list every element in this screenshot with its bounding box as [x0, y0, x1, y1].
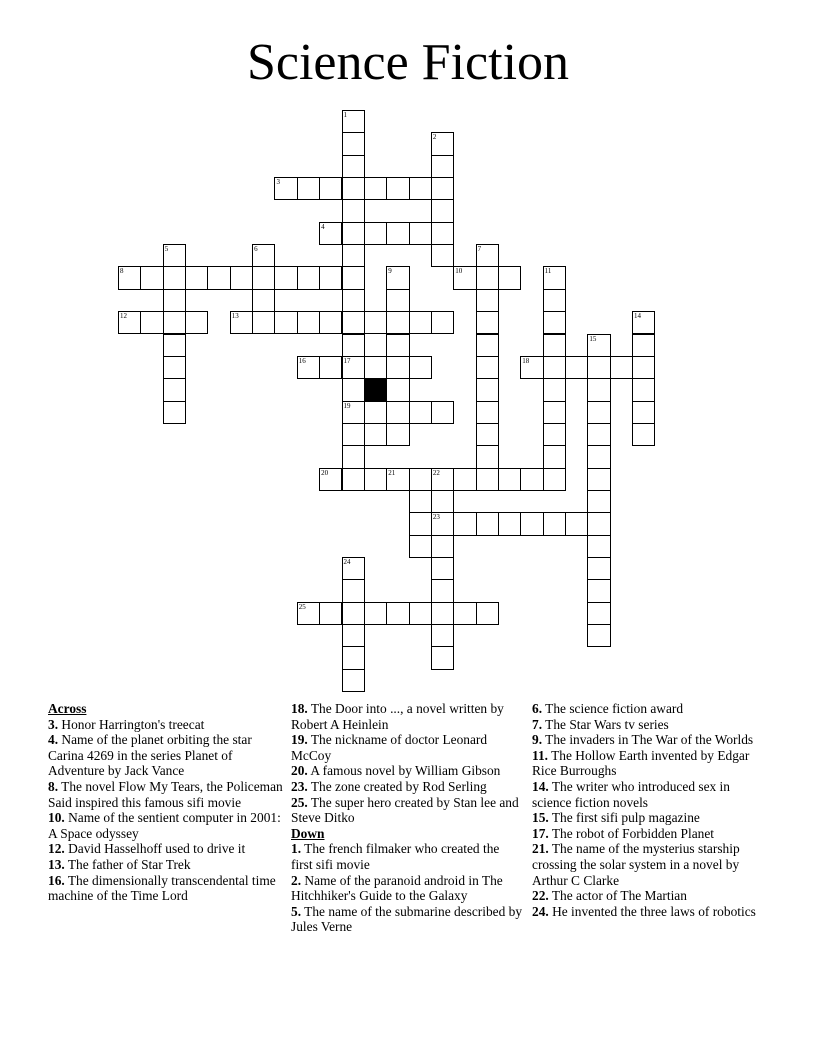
across-clue	[291, 701, 523, 732]
grid-cell[interactable]	[386, 468, 409, 491]
grid-cell[interactable]	[587, 468, 610, 491]
grid-cell[interactable]	[297, 266, 320, 289]
clue-number: 20.	[291, 763, 308, 779]
across-clue	[48, 841, 284, 857]
clue-text: The novel Flow My Tears, the Policeman Said inspired this famous sifi movie	[48, 778, 283, 810]
grid-cell[interactable]	[342, 222, 365, 245]
grid-cell[interactable]	[543, 468, 566, 491]
clue-text: The first sifi pulp magazine	[548, 810, 700, 826]
clue-number: 7.	[532, 716, 543, 732]
cell-number: 1	[343, 111, 347, 119]
grid-cell[interactable]	[409, 222, 432, 245]
grid-cell[interactable]	[431, 602, 454, 625]
clue-text: The writer who introduced sex in science fiction novels	[532, 778, 730, 810]
grid-cell[interactable]	[207, 266, 230, 289]
grid-cell[interactable]	[587, 334, 610, 357]
grid-cell[interactable]	[498, 512, 521, 535]
grid-cell[interactable]	[543, 445, 566, 468]
grid-cell[interactable]	[319, 602, 342, 625]
grid-cell[interactable]	[453, 602, 476, 625]
clue-text: The Hollow Earth invented by Edgar Rice Burroughs	[532, 747, 750, 779]
clue-text: The actor of The Martian	[548, 888, 687, 904]
grid-cell[interactable]	[319, 311, 342, 334]
grid-cell[interactable]	[163, 378, 186, 401]
down-clue	[532, 748, 768, 779]
grid-cell[interactable]	[163, 356, 186, 379]
grid-cell[interactable]	[118, 266, 141, 289]
down-clue	[532, 826, 768, 842]
down-clue	[532, 841, 768, 888]
grid-cell[interactable]	[632, 334, 655, 357]
grid-cell[interactable]	[431, 535, 454, 558]
grid-cell[interactable]	[476, 423, 499, 446]
cell-number: 24	[343, 558, 351, 566]
grid-cell[interactable]	[543, 266, 566, 289]
grid-cell[interactable]	[409, 311, 432, 334]
grid-cell[interactable]	[386, 311, 409, 334]
clue-text: The nickname of doctor Leonard McCoy	[291, 732, 488, 763]
grid-cell[interactable]	[364, 177, 387, 200]
grid-cell[interactable]	[587, 557, 610, 580]
grid-cell[interactable]	[342, 401, 365, 424]
down-clue	[532, 732, 768, 748]
clue-text: The robot of Forbidden Planet	[548, 825, 715, 841]
clue-number: 12.	[48, 841, 65, 857]
grid-cell[interactable]	[431, 646, 454, 669]
grid-cell[interactable]	[431, 468, 454, 491]
grid-cell[interactable]	[453, 468, 476, 491]
clue-number: 16.	[48, 872, 65, 888]
down-clue	[291, 841, 523, 872]
grid-cell[interactable]	[386, 289, 409, 312]
across-clues-part1	[48, 717, 284, 904]
grid-cell[interactable]	[587, 579, 610, 602]
grid-cell[interactable]	[409, 356, 432, 379]
across-clue	[48, 717, 284, 733]
clue-number: 17.	[532, 825, 549, 841]
grid-cell[interactable]	[319, 222, 342, 245]
clue-text: David Hasselhoff used to drive it	[64, 841, 246, 857]
cell-number: 12	[120, 312, 127, 321]
grid-cell[interactable]	[476, 401, 499, 424]
across-clue	[48, 732, 284, 779]
grid-cell[interactable]	[230, 311, 253, 334]
grid-cell[interactable]	[431, 222, 454, 245]
clue-text: The zone created by Rod Serling	[307, 778, 487, 794]
grid-cell[interactable]	[342, 423, 365, 446]
grid-cell[interactable]	[543, 289, 566, 312]
grid-cell[interactable]	[342, 199, 365, 222]
grid-cell[interactable]	[342, 646, 365, 669]
down-clue	[532, 904, 768, 920]
grid-cell[interactable]	[252, 289, 275, 312]
grid-cell[interactable]	[476, 244, 499, 267]
grid-cell[interactable]	[252, 266, 275, 289]
clue-text: The science fiction award	[542, 701, 684, 716]
grid-cell[interactable]	[431, 155, 454, 178]
clue-text: The invaders in The War of the Worlds	[542, 732, 754, 748]
grid-cell[interactable]	[587, 423, 610, 446]
down-clue	[532, 888, 768, 904]
grid-cell[interactable]	[386, 423, 409, 446]
grid-cell[interactable]	[386, 401, 409, 424]
cell-number: 8	[120, 267, 124, 276]
grid-cell[interactable]	[386, 177, 409, 200]
clue-number: 24.	[532, 903, 549, 919]
grid-cell[interactable]	[409, 602, 432, 625]
across-clue	[48, 857, 284, 873]
grid-cell[interactable]	[364, 222, 387, 245]
grid-cell[interactable]	[163, 334, 186, 357]
grid-cell[interactable]	[632, 401, 655, 424]
grid-cell[interactable]	[431, 199, 454, 222]
clue-number: 18.	[291, 701, 308, 716]
grid-cell[interactable]	[297, 177, 320, 200]
grid-cell[interactable]	[409, 468, 432, 491]
down-clue	[532, 779, 768, 810]
grid-cell[interactable]	[252, 244, 275, 267]
clue-text: A famous novel by William Gibson	[307, 763, 501, 779]
across-clue	[291, 779, 523, 795]
grid-cell[interactable]	[587, 624, 610, 647]
cell-number: 9	[388, 267, 392, 276]
grid-cell[interactable]	[476, 378, 499, 401]
cell-number: 6	[254, 245, 258, 254]
grid-cell[interactable]	[364, 423, 387, 446]
clue-number: 2.	[291, 872, 302, 888]
grid-cell[interactable]	[342, 356, 365, 379]
grid-cell[interactable]	[185, 266, 208, 289]
cell-number: 10	[455, 267, 463, 276]
down-clues-part2	[532, 701, 768, 919]
clue-text: The name of the mysterius starship crossing the solar system in a novel by Arthur C Clarke	[532, 841, 740, 888]
grid-cell[interactable]	[543, 423, 566, 446]
clue-number: 6.	[532, 701, 543, 716]
grid-cell[interactable]	[543, 311, 566, 334]
grid-cell[interactable]	[476, 602, 499, 625]
grid-cell[interactable]	[431, 132, 454, 155]
grid-cell[interactable]	[297, 311, 320, 334]
clue-number: 4.	[48, 732, 59, 748]
grid-cell[interactable]	[565, 356, 588, 379]
clue-number: 19.	[291, 732, 308, 748]
grid-cell[interactable]	[342, 155, 365, 178]
clue-number: 3.	[48, 716, 59, 732]
grid-cell[interactable]	[386, 378, 409, 401]
clue-number: 5.	[291, 903, 302, 919]
down-clue	[532, 810, 768, 826]
grid-cell[interactable]	[342, 579, 365, 602]
grid-cell[interactable]	[520, 356, 543, 379]
grid-cell[interactable]	[587, 445, 610, 468]
clue-text: The Door into ..., a novel written by Robert A Heinlein	[291, 701, 504, 732]
grid-cell[interactable]	[543, 378, 566, 401]
cell-number: 21	[388, 468, 396, 477]
clues-column-3	[532, 701, 768, 919]
grid-cell[interactable]	[543, 512, 566, 535]
grid-cell[interactable]	[342, 334, 365, 357]
grid-cell[interactable]	[140, 266, 163, 289]
grid-cell[interactable]	[431, 244, 454, 267]
grid-cell[interactable]	[409, 535, 432, 558]
grid-cell[interactable]	[319, 468, 342, 491]
grid-cell[interactable]	[520, 468, 543, 491]
clue-text: Name of the planet orbiting the star Carina 4269 in the series Planet of Adventure by Jack Vance	[48, 732, 252, 779]
grid-block	[364, 378, 387, 401]
grid-cell[interactable]	[342, 289, 365, 312]
grid-cell[interactable]	[342, 602, 365, 625]
grid-cell[interactable]	[476, 445, 499, 468]
across-clue	[291, 795, 523, 826]
down-clue	[532, 701, 768, 717]
grid-cell[interactable]	[342, 110, 365, 133]
grid-cell[interactable]	[587, 535, 610, 558]
grid-cell[interactable]	[409, 177, 432, 200]
across-clue	[48, 873, 284, 904]
grid-cell[interactable]	[364, 602, 387, 625]
across-heading: Across	[48, 701, 87, 716]
grid-cell[interactable]	[118, 311, 141, 334]
grid-cell[interactable]	[252, 311, 275, 334]
grid-cell[interactable]	[587, 602, 610, 625]
grid-cell[interactable]	[632, 423, 655, 446]
grid-cell[interactable]	[274, 266, 297, 289]
grid-cell[interactable]	[476, 356, 499, 379]
grid-cell[interactable]	[163, 311, 186, 334]
clue-text: The Star Wars tv series	[542, 716, 669, 732]
grid-cell[interactable]	[364, 356, 387, 379]
grid-cell[interactable]	[476, 289, 499, 312]
grid-cell[interactable]	[297, 356, 320, 379]
cell-number: 23	[432, 513, 440, 522]
grid-cell[interactable]	[632, 311, 655, 334]
clue-text: Name of the sentient computer in 2001: A Space odyssey	[48, 810, 281, 841]
grid-cell[interactable]	[543, 401, 566, 424]
grid-cell[interactable]	[453, 512, 476, 535]
grid-cell[interactable]	[543, 356, 566, 379]
clue-text: The father of Star Trek	[64, 856, 191, 872]
grid-cell[interactable]	[543, 334, 566, 357]
grid-cell[interactable]	[342, 669, 365, 692]
grid-cell[interactable]	[587, 378, 610, 401]
clue-text: Name of the paranoid android in The Hitchhiker's Guide to the Galaxy	[291, 872, 503, 904]
down-clues-part1	[291, 841, 523, 935]
clues-column-1	[48, 701, 284, 904]
grid-cell[interactable]	[364, 401, 387, 424]
grid-cell[interactable]	[565, 512, 588, 535]
clue-number: 14.	[532, 778, 549, 794]
cell-number: 19	[343, 401, 351, 410]
grid-cell[interactable]	[431, 177, 454, 200]
clue-number: 22.	[532, 888, 549, 904]
grid-cell[interactable]	[431, 490, 454, 513]
cell-number: 17	[343, 356, 351, 365]
grid-cell[interactable]	[342, 177, 365, 200]
grid-cell[interactable]	[319, 177, 342, 200]
grid-cell[interactable]	[453, 266, 476, 289]
clue-number: 13.	[48, 856, 65, 872]
down-heading: Down	[291, 825, 325, 841]
clue-text: He invented the three laws of robotics	[548, 903, 756, 919]
clue-text: The super hero created by Stan lee and Steve Ditko	[291, 794, 519, 826]
grid-cell[interactable]	[386, 266, 409, 289]
clue-number: 10.	[48, 810, 65, 826]
clue-number: 25.	[291, 794, 308, 810]
cell-number: 4	[321, 222, 325, 231]
clue-number: 11.	[532, 747, 548, 763]
clue-text: The name of the submarine described by Jules Verne	[291, 903, 523, 935]
grid-cell[interactable]	[431, 579, 454, 602]
grid-cell[interactable]	[163, 289, 186, 312]
clue-number: 9.	[532, 732, 543, 748]
clue-text: The french filmaker who created the first sifi movie	[291, 841, 500, 872]
cell-number: 25	[298, 602, 306, 611]
grid-cell[interactable]	[476, 311, 499, 334]
grid-cell[interactable]	[476, 266, 499, 289]
across-clue	[291, 763, 523, 779]
grid-cell[interactable]	[520, 512, 543, 535]
down-clue	[532, 717, 768, 733]
clue-number: 8.	[48, 778, 59, 794]
grid-cell[interactable]	[185, 311, 208, 334]
clue-text: Honor Harrington's treecat	[58, 716, 205, 732]
grid-cell[interactable]	[409, 490, 432, 513]
across-clues-part2	[291, 701, 523, 826]
grid-cell[interactable]	[319, 266, 342, 289]
clues-column-2	[291, 701, 523, 935]
grid-cell[interactable]	[587, 490, 610, 513]
grid-cell[interactable]	[431, 557, 454, 580]
grid-cell[interactable]	[476, 512, 499, 535]
grid-cell[interactable]	[587, 401, 610, 424]
grid-cell[interactable]	[476, 334, 499, 357]
grid-cell[interactable]	[364, 468, 387, 491]
grid-cell[interactable]	[163, 244, 186, 267]
grid-cell[interactable]	[319, 356, 342, 379]
grid-cell[interactable]	[431, 401, 454, 424]
grid-cell[interactable]	[364, 311, 387, 334]
grid-cell[interactable]	[498, 266, 521, 289]
cell-number: 14	[634, 312, 642, 321]
grid-cell[interactable]	[140, 311, 163, 334]
grid-cell[interactable]	[342, 378, 365, 401]
grid-cell[interactable]	[632, 356, 655, 379]
grid-cell[interactable]	[476, 468, 499, 491]
clue-number: 23.	[291, 778, 308, 794]
grid-cell[interactable]	[409, 401, 432, 424]
puzzle-title: Science Fiction	[246, 34, 570, 91]
grid-cell[interactable]	[163, 401, 186, 424]
cell-number: 16	[298, 356, 306, 365]
cell-number: 3	[276, 178, 280, 187]
grid-cell[interactable]	[163, 266, 186, 289]
grid-cell[interactable]	[409, 512, 432, 535]
grid-cell[interactable]	[274, 177, 297, 200]
grid-cell[interactable]	[342, 624, 365, 647]
down-clue	[291, 904, 523, 935]
cell-number: 7	[477, 245, 482, 254]
across-clue	[48, 810, 284, 841]
grid-cell[interactable]	[342, 244, 365, 267]
grid-cell[interactable]	[498, 468, 521, 491]
grid-cell[interactable]	[632, 378, 655, 401]
grid-cell[interactable]	[230, 266, 253, 289]
grid-cell[interactable]	[342, 468, 365, 491]
grid-cell[interactable]	[342, 266, 365, 289]
grid-cell[interactable]	[297, 602, 320, 625]
grid-cell[interactable]	[431, 512, 454, 535]
clue-number: 1.	[291, 841, 302, 857]
cell-number: 2	[432, 133, 437, 142]
cell-number: 11	[544, 267, 552, 276]
down-clue	[291, 873, 523, 904]
clue-text: The dimensionally transcendental time machine of the Time Lord	[48, 872, 276, 904]
across-clue	[48, 779, 284, 810]
clue-number: 15.	[532, 810, 549, 826]
clue-number: 21.	[532, 841, 549, 857]
grid-cell[interactable]	[610, 356, 633, 379]
cell-number: 18	[522, 356, 530, 365]
cell-number: 15	[589, 334, 597, 343]
grid-cell[interactable]	[274, 311, 297, 334]
cell-number: 22	[432, 468, 440, 477]
cell-number: 13	[231, 312, 239, 321]
grid-cell[interactable]	[386, 602, 409, 625]
grid-cell[interactable]	[342, 557, 365, 580]
grid-cell[interactable]	[587, 356, 610, 379]
grid-cell[interactable]	[431, 624, 454, 647]
cell-number: 20	[321, 468, 329, 477]
grid-cell[interactable]	[342, 132, 365, 155]
grid-cell[interactable]	[587, 512, 610, 535]
grid-cell[interactable]	[342, 311, 365, 334]
grid-cell[interactable]	[431, 311, 454, 334]
grid-cell[interactable]	[386, 222, 409, 245]
cell-number: 5	[164, 245, 169, 254]
grid-cell[interactable]	[386, 356, 409, 379]
across-clue	[291, 732, 523, 763]
grid-cell[interactable]	[342, 445, 365, 468]
grid-cell[interactable]	[386, 334, 409, 357]
